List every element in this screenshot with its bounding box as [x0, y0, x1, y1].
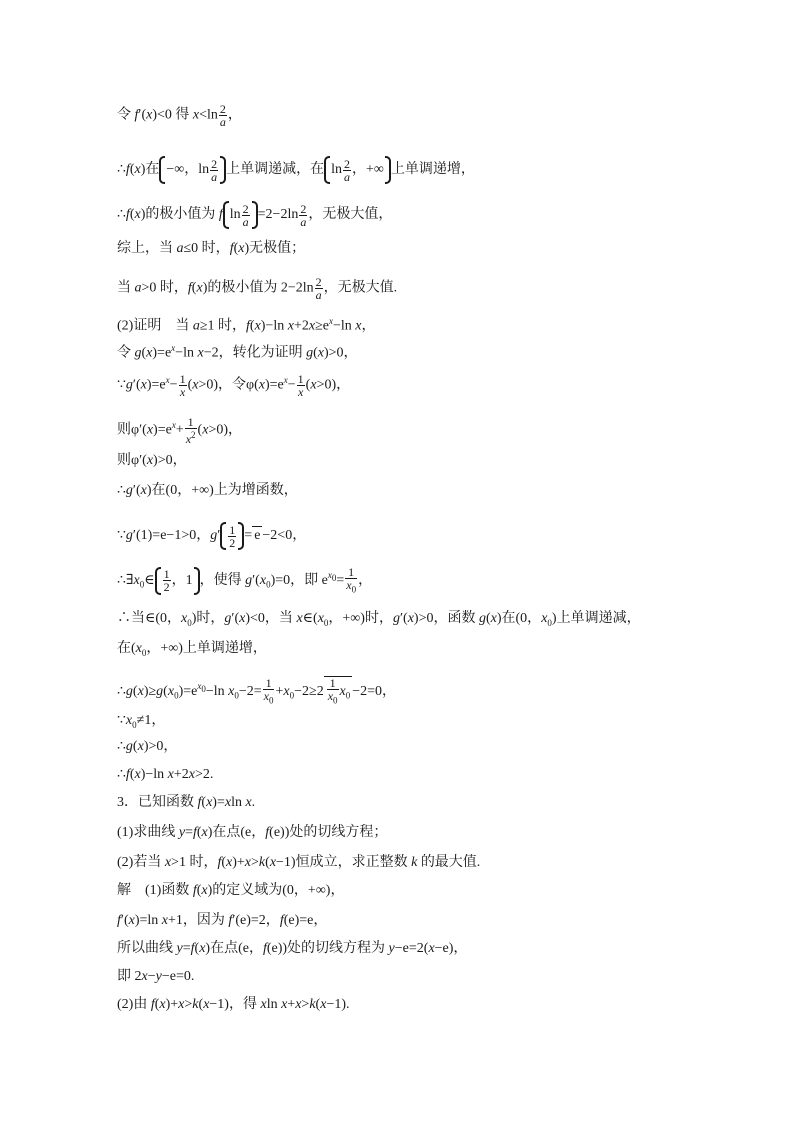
text-line: 解 (1)函数 f(x)的定义域为(0，+∞)，: [117, 883, 345, 898]
text-line: 则φ′(x)>0，: [117, 453, 187, 468]
text-line: 当 a>0 时，f(x)的极小值为 2−2ln $\frac{2}{a}$ ，无极大值.: [117, 275, 398, 302]
text-line: 令 $g(x)=e^x-\ln$ x−2，转化为证明 g(x)>0，: [117, 343, 358, 361]
text-line: 所以曲线 y=f(x)在点(e，f(e))处的切线方程为 y−e=2(x−e)，: [117, 941, 468, 956]
text-line: f′(x)=ln x+1，因为 f′(e)=2，f(e)=e，: [117, 913, 328, 928]
text-line: 在($x_0$，+∞)上单调递增，: [117, 641, 267, 658]
text-line: ∴f(x)−ln x+2x>2.: [117, 767, 214, 782]
text-line: ∴g′(x)在(0，+∞)上为增函数，: [117, 483, 298, 498]
text-line: ∵g′(1)=e−1>0，g′ $\frac{1}{2}$ = e −2<0，: [117, 522, 307, 550]
text-line: (2)证明 当 a≥1 时，f(x)−ln $x+2x\ge e^x-\ln$ x，: [117, 316, 376, 334]
text-line: ∴当∈(0，$x_0$)时，g′(x)<0，当 $x\in(x_0$，+∞)时，g′(x)>0，函数 g(x)在(0，$x_0$)上单调递减，: [117, 611, 641, 628]
text-line: 综上，当 a≤0 时，f(x)无极值；: [117, 241, 306, 256]
text-line: (2)若当 x>1 时，f(x)+x>k(x−1)恒成立，求正整数 k 的最大值.: [117, 855, 481, 870]
text-line: $\therefore g(x)\ge g(x_0)=e^{x_0}-\ln$ $x_0-2=$ $\frac{1}{x_0}$ $+x_0-2\ge 2$ $\frac{1}{x_0}$ $x_0 -2=0$，: [117, 676, 397, 706]
text-line: (2)由 f(x)+x>k(x−1)，得 xln x+x>k(x−1).: [117, 997, 350, 1012]
text-line: $\because x_0\ne 1$，: [117, 713, 166, 730]
text-line: ∴f(x)在 −∞，ln $\frac{2}{a}$ 上单调递减，在 ln $\frac{2}{a}$ ，+∞ 上单调递增，: [117, 156, 475, 184]
text-line: ∴f(x)的极小值为 f ln $\frac{2}{a}$ =2−2ln $\frac{2}{a}$ ，无极大值，: [117, 201, 393, 229]
text-line: $\because g'(x)=e^x-$ $\frac{1}{x}$ (x>0)，令$\varphi(x)=e^x-$ $\frac{1}{x}$ (x>0)，: [117, 371, 351, 399]
text-line: ∴g(x)>0，: [117, 739, 178, 754]
text-line: $\therefore\exists x_0\in$ $\frac{1}{2}$ ，1 ，使得 $g'(x_0)=0$，即 $e^{x_0}=$ $\frac{1}{x_0}$ ，: [117, 565, 373, 595]
text-line: 则$\varphi'(x)=e^x+$ $\frac{1}{x^2}$ (x>0)，: [117, 415, 242, 446]
text-line: 即 2x−y−e=0.: [117, 969, 195, 984]
text-line: 令 f′(x)<0 得 x<ln $\frac{2}{a}$ ，: [117, 102, 242, 129]
text-line: (1)求曲线 y=f(x)在点(e，f(e))处的切线方程；: [117, 825, 388, 840]
text-line: 3．已知函数 f(x)=xln x.: [117, 795, 256, 810]
